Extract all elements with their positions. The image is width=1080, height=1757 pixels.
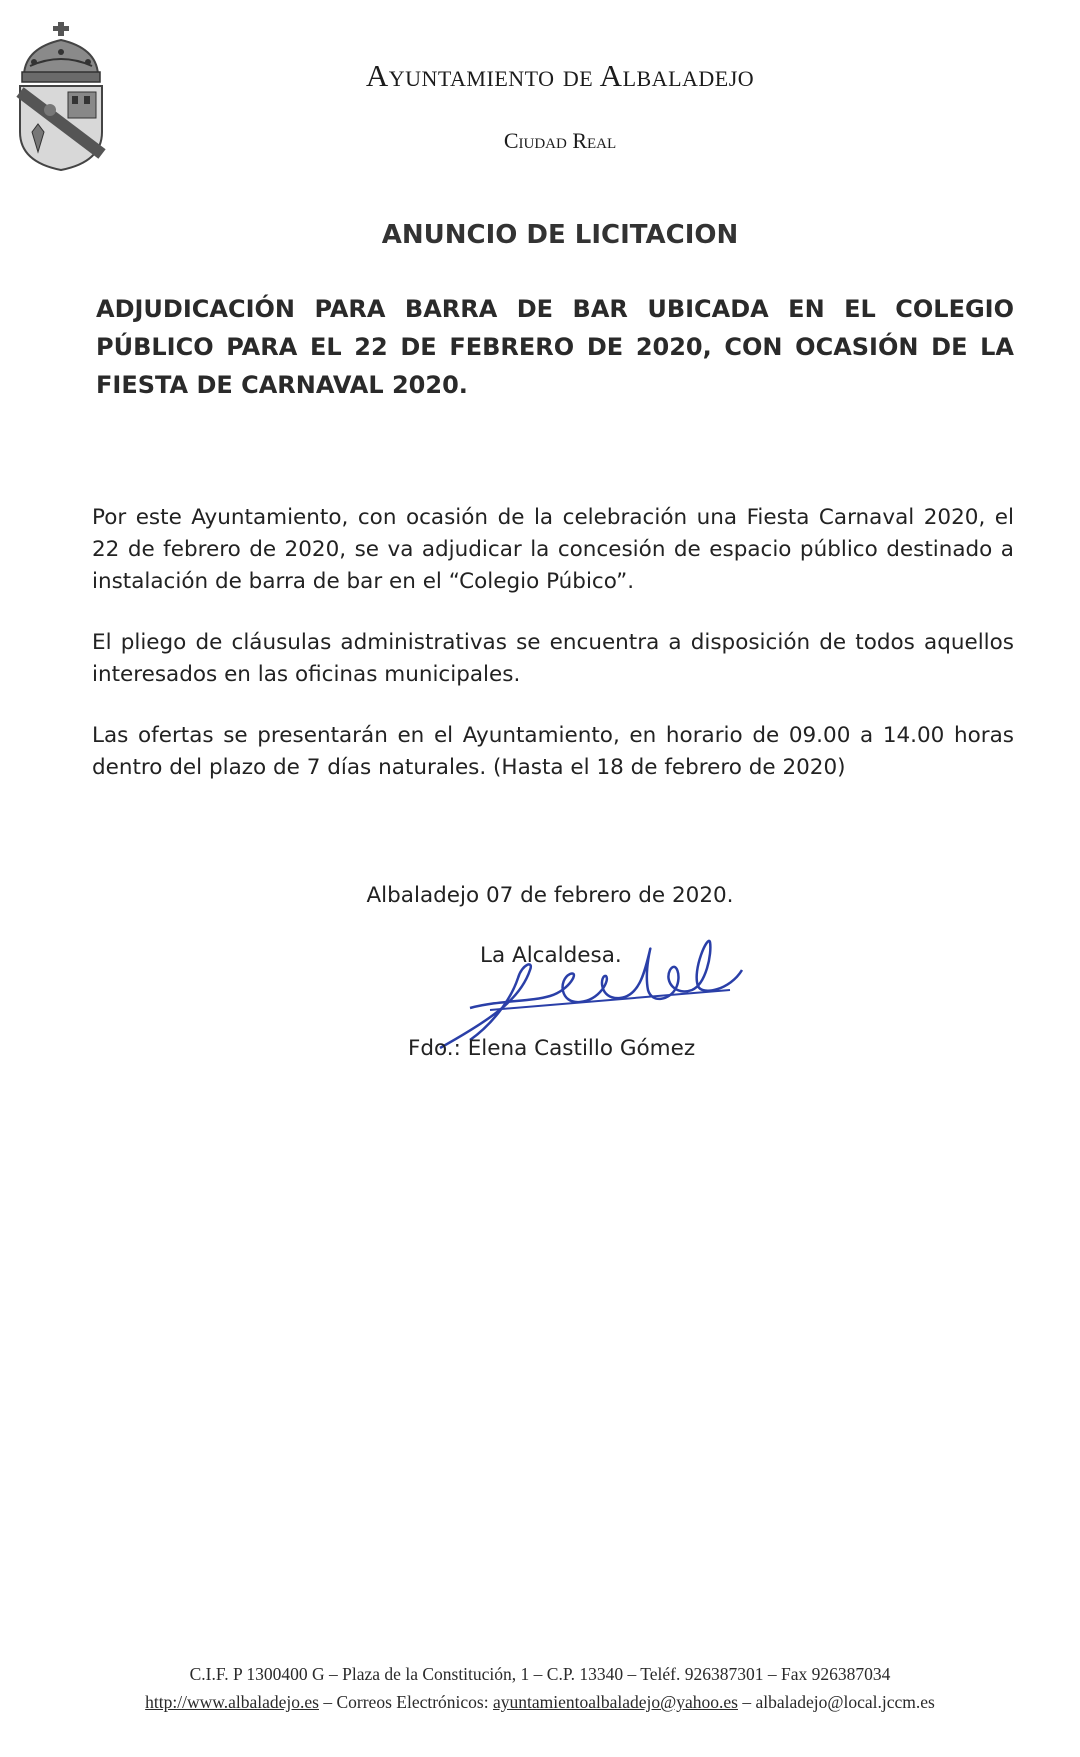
- website-link[interactable]: http://www.albaladejo.es: [145, 1692, 319, 1712]
- body-paragraph-1: Por este Ayuntamiento, con ocasión de la celebración una Fiesta Carnaval 2020, el 22 de febrero de 2020, se va adjudicar la concesión de espacio público destinado a instalación de barra de bar en el “Colegio Púbico”.: [92, 505, 1014, 594]
- footer-contact-line: C.I.F. P 1300400 G – Plaza de la Constitución, 1 – C.P. 13340 – Teléf. 926387301 – Fax 926387034: [189, 1664, 891, 1684]
- email-link-2[interactable]: albaladejo@local.jccm.es: [755, 1692, 935, 1712]
- organization-name: Ayuntamiento de Albaladejo: [365, 58, 755, 93]
- coat-of-arms-icon: [14, 22, 108, 172]
- signed-by: Fdo.: Elena Castillo Gómez: [408, 1036, 696, 1061]
- footer-web-line: [60, 1692, 1020, 1713]
- email-link-1[interactable]: ayuntamientoalbaladejo@yahoo.es: [492, 1692, 738, 1712]
- signatory-role: La Alcaldesa.: [480, 943, 622, 968]
- organization-subtitle: Ciudad Real: [503, 128, 617, 153]
- body-paragraph-3: Las ofertas se presentarán en el Ayuntamiento, en horario de 09.00 a 14.00 horas dentro del plazo de 7 días naturales. (Hasta el 18 de febrero de 2020): [92, 723, 1014, 780]
- announcement-title: ANUNCIO DE LICITACION: [381, 220, 739, 250]
- emails-label: – Correos Electrónicos:: [318, 1692, 493, 1712]
- announcement-subject: ADJUDICACIÓN PARA BARRA DE BAR UBICADA EN EL COLEGIO PÚBLICO PARA EL 22 DE FEBRERO DE 2020, CON OCASIÓN DE LA FIESTA DE CARNAVAL 2020.: [96, 295, 1014, 399]
- body-paragraph-2: El pliego de cláusulas administrativas se encuentra a disposición de todos aquellos interesados en las oficinas municipales.: [92, 630, 1014, 687]
- footer-separator: –: [737, 1692, 756, 1712]
- place-date: Albaladejo 07 de febrero de 2020.: [366, 883, 734, 908]
